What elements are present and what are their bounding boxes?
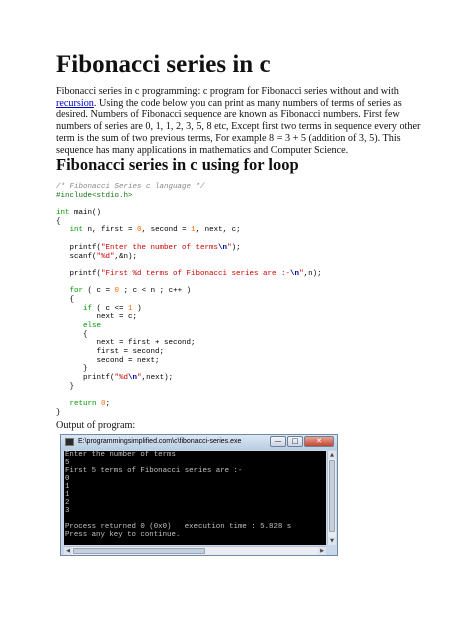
code-token: \n: [218, 243, 228, 252]
maximize-button[interactable]: □: [287, 436, 303, 447]
console-window: [60, 434, 338, 556]
intro-paragraph: [56, 86, 426, 156]
code-token: main(): [69, 209, 102, 218]
code-line: [56, 183, 322, 192]
console-line: 5: [65, 459, 70, 467]
code-line: [56, 331, 322, 340]
code-token: for: [69, 287, 84, 296]
code-line: [56, 374, 322, 383]
output-label: Output of program:: [56, 420, 136, 431]
code-line: [56, 235, 322, 244]
code-line: [56, 348, 322, 357]
code-line: [56, 253, 322, 262]
code-token: [56, 322, 83, 330]
code-token: "%d: [114, 374, 129, 383]
code-line: [56, 244, 322, 253]
recursion-link[interactable]: recursion: [56, 97, 94, 109]
code-token: "%d": [96, 252, 115, 261]
code-token: next = first + second;: [56, 339, 196, 348]
code-line: [56, 339, 322, 348]
code-token: ( c =: [83, 287, 115, 296]
code-line: [56, 192, 322, 201]
vertical-scroll-thumb[interactable]: [329, 460, 335, 532]
scroll-left-arrow-icon[interactable]: ◀: [64, 547, 72, 555]
code-line: [56, 287, 322, 296]
scroll-up-arrow-icon[interactable]: ▲: [328, 451, 336, 459]
code-line: [56, 270, 322, 279]
code-token: {: [56, 295, 75, 304]
code-token: ; c < n ; c++ ): [119, 287, 192, 296]
console-line: 1: [65, 483, 70, 491]
code-line: [56, 200, 322, 209]
section-heading: Fibonacci series in c using for loop: [56, 155, 299, 174]
code-line: [56, 226, 322, 235]
code-token: first = second;: [56, 348, 165, 357]
code-token: ": [299, 269, 304, 278]
code-token: }: [56, 382, 75, 391]
code-token: \n: [290, 269, 300, 278]
code-token: [56, 305, 83, 313]
code-token: return: [69, 400, 97, 409]
code-token: "Enter the number of terms: [101, 243, 219, 252]
code-token: /* Fibonacci Series c language */: [56, 183, 205, 191]
code-token: printf(: [56, 243, 102, 252]
horizontal-scroll-thumb[interactable]: [73, 548, 205, 554]
code-line: [56, 400, 322, 409]
code-token: 0: [114, 287, 120, 296]
close-button[interactable]: ✕: [304, 436, 334, 447]
code-token: 1: [128, 304, 133, 313]
code-line: [56, 365, 322, 374]
code-token: else: [83, 322, 102, 330]
console-line: 2: [65, 499, 70, 507]
console-line: 1: [65, 491, 70, 499]
console-line: 3: [65, 507, 70, 515]
code-token: next = c;: [56, 313, 138, 322]
code-token: ): [132, 304, 142, 313]
code-token: }: [56, 365, 88, 374]
code-line: [56, 322, 322, 331]
code-token: {: [56, 217, 61, 226]
horizontal-scrollbar[interactable]: [64, 546, 326, 555]
code-token: scanf(: [56, 252, 97, 261]
console-line: Process returned 0 (0x0) execution time : 5.828 s: [65, 523, 292, 531]
code-token: second = next;: [56, 356, 160, 365]
intro-text-end: . Using the code below you can print as many numbers of terms of series as desired. Numbers of Fibonacci sequence are known as Fibonacci numbers. First few numbers of series are 0, 1, 1, 2, 3, 5, 8 etc, Except first two terms in sequence every other term is the sum of two previous terms, For example 8 = 3 + 5 (addition of 3, 5). This sequence has many applications in mathematics and Computer Science.: [56, 97, 421, 156]
code-token: }: [56, 408, 61, 417]
code-token: #include<stdio.h>: [56, 191, 133, 200]
code-token: ( c <=: [92, 304, 129, 313]
code-block: [56, 183, 322, 418]
code-token: n, first =: [83, 226, 138, 235]
vertical-scrollbar[interactable]: [327, 451, 336, 545]
console-line: First 5 terms of Fibonacci series are :-: [65, 467, 243, 475]
code-token: ;: [105, 400, 111, 409]
code-line: [56, 296, 322, 305]
code-token: printf(: [56, 374, 115, 383]
code-token: [56, 287, 70, 295]
code-line: [56, 392, 322, 401]
minimize-button[interactable]: —: [270, 436, 286, 447]
code-token: \n: [128, 374, 138, 383]
console-app-icon: [65, 438, 74, 446]
code-line: [56, 313, 322, 322]
console-line: 0: [65, 475, 70, 483]
code-token: if: [83, 304, 93, 313]
code-line: [56, 357, 322, 366]
code-token: ,next);: [141, 374, 174, 383]
code-token: , second =: [141, 226, 192, 235]
code-line: [56, 383, 322, 392]
code-token: ": [227, 243, 232, 252]
code-token: , next, c;: [195, 226, 241, 235]
code-token: "First %d terms of Fibonacci series are :-: [101, 269, 291, 278]
code-token: 0: [137, 226, 142, 235]
code-line: [56, 218, 322, 227]
scroll-down-arrow-icon[interactable]: ▼: [328, 537, 336, 545]
code-line: [56, 305, 322, 314]
page-title: Fibonacci series in c: [56, 51, 271, 78]
code-line: [56, 409, 322, 418]
code-token: int: [69, 226, 84, 235]
code-token: );: [231, 243, 241, 252]
code-line: [56, 261, 322, 270]
scroll-right-arrow-icon[interactable]: ▶: [318, 547, 326, 555]
code-token: int: [56, 209, 70, 218]
console-line: [64, 515, 326, 523]
code-token: ,n);: [303, 269, 322, 278]
code-token: [56, 226, 70, 234]
code-token: ": [137, 374, 142, 383]
code-token: 0: [101, 400, 106, 409]
code-line: [56, 279, 322, 288]
intro-text-start: Fibonacci series in c programming: c program for Fibonacci series without and with: [56, 86, 399, 97]
console-titlebar[interactable]: [61, 435, 337, 450]
console-line: Enter the number of terms: [65, 451, 176, 459]
console-output: [64, 451, 326, 545]
code-token: ,&n);: [114, 252, 138, 261]
code-token: {: [56, 330, 88, 339]
code-line: [56, 209, 322, 218]
code-token: 1: [191, 226, 196, 235]
console-line: Press any key to continue.: [65, 531, 181, 539]
console-window-title: E:\programmingsimplified.com\c\fibonacci-series.exe: [78, 438, 242, 445]
code-token: [56, 400, 70, 408]
code-token: printf(: [56, 269, 102, 278]
